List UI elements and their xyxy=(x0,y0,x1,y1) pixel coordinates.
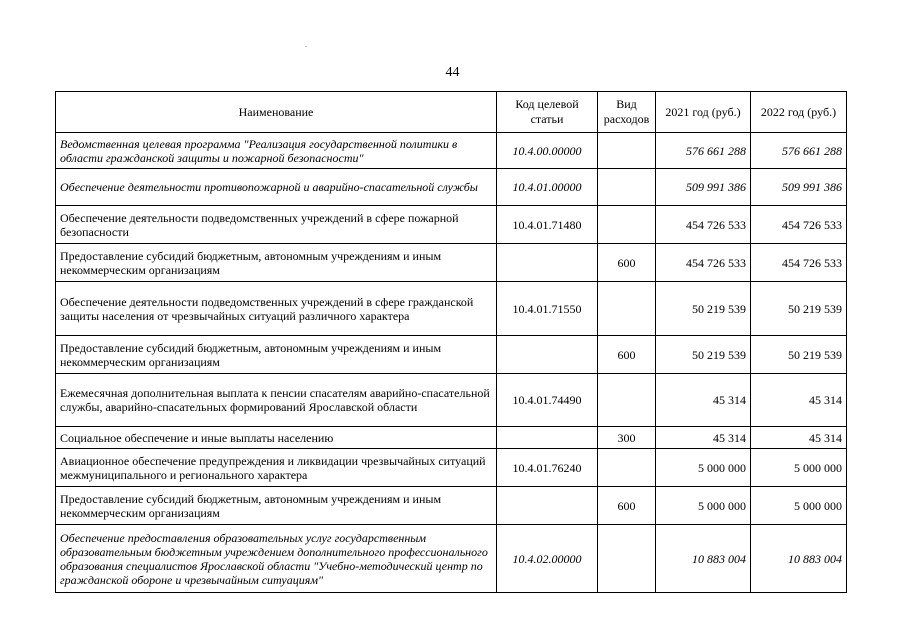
row-amount-2021: 454 726 533 xyxy=(656,244,751,282)
row-expense-type: 300 xyxy=(598,427,656,449)
row-expense-type: 600 xyxy=(598,487,656,525)
row-name: Предоставление субсидий бюджетным, автономным учреждениям и иным некоммерческим организациям xyxy=(56,244,497,282)
row-amount-2022: 50 219 539 xyxy=(751,336,847,374)
row-amount-2022: 5 000 000 xyxy=(751,487,847,525)
header-expense-type: Вид расходов xyxy=(598,92,656,133)
row-expense-type xyxy=(598,449,656,487)
row-amount-2021: 5 000 000 xyxy=(656,487,751,525)
row-amount-2022: 5 000 000 xyxy=(751,449,847,487)
row-name: Авиационное обеспечение предупреждения и ликвидации чрезвычайных ситуаций межмуниципального и регионального характера xyxy=(56,449,497,487)
row-expense-type: 600 xyxy=(598,336,656,374)
row-name: Ведомственная целевая программа "Реализация государственной политики в области гражданской защиты и пожарной безопасности" xyxy=(56,133,497,169)
row-code: 10.4.01.71480 xyxy=(497,206,598,244)
row-amount-2022: 454 726 533 xyxy=(751,206,847,244)
row-expense-type: 600 xyxy=(598,244,656,282)
row-code xyxy=(497,487,598,525)
row-code: 10.4.01.74490 xyxy=(497,374,598,427)
table-row xyxy=(56,427,847,449)
header-name: Наименование xyxy=(56,92,497,133)
table-row xyxy=(56,169,847,206)
row-name: Предоставление субсидий бюджетным, автономным учреждениям и иным некоммерческим организациям xyxy=(56,336,497,374)
row-name: Социальное обеспечение и иные выплаты населению xyxy=(56,427,497,449)
row-name: Обеспечение деятельности подведомственных учреждений в сфере пожарной безопасности xyxy=(56,206,497,244)
row-amount-2021: 454 726 533 xyxy=(656,206,751,244)
row-expense-type xyxy=(598,169,656,206)
row-code: 10.4.01.76240 xyxy=(497,449,598,487)
row-amount-2021: 45 314 xyxy=(656,374,751,427)
scan-mark xyxy=(305,46,307,47)
table-row xyxy=(56,206,847,244)
page-number: 44 xyxy=(445,65,460,80)
header-code: Код целевой статьи xyxy=(497,92,598,133)
row-name: Обеспечение деятельности противопожарной и аварийно-спасательной службы xyxy=(56,169,497,206)
table-row xyxy=(56,133,847,169)
row-amount-2022: 50 219 539 xyxy=(751,282,847,336)
row-amount-2021: 45 314 xyxy=(656,427,751,449)
table-row xyxy=(56,487,847,525)
row-amount-2021: 50 219 539 xyxy=(656,282,751,336)
row-amount-2022: 45 314 xyxy=(751,427,847,449)
table-row xyxy=(56,449,847,487)
row-amount-2021: 576 661 288 xyxy=(656,133,751,169)
table-row xyxy=(56,282,847,336)
row-amount-2022: 454 726 533 xyxy=(751,244,847,282)
header-2021: 2021 год (руб.) xyxy=(656,92,751,133)
row-name: Обеспечение деятельности подведомственных учреждений в сфере гражданской защиты населения от чрезвычайных ситуаций различного характера xyxy=(56,282,497,336)
row-amount-2022: 576 661 288 xyxy=(751,133,847,169)
row-code xyxy=(497,244,598,282)
row-name: Ежемесячная дополнительная выплата к пенсии спасателям аварийно-спасательной службы, аварийно-спасательных формирований Ярославской области xyxy=(56,374,497,427)
row-amount-2022: 45 314 xyxy=(751,374,847,427)
row-code xyxy=(497,427,598,449)
budget-table xyxy=(55,91,847,593)
row-expense-type xyxy=(598,374,656,427)
row-name: Обеспечение предоставления образовательных услуг государственным образовательным бюджетным учреждением дополнительного профессионального образования специалистов Ярославской области "Учебно-методический центр по гражданской обороне и чрезвычайным ситуациям" xyxy=(56,525,497,593)
table-row xyxy=(56,525,847,593)
row-name: Предоставление субсидий бюджетным, автономным учреждениям и иным некоммерческим организациям xyxy=(56,487,497,525)
row-amount-2021: 509 991 386 xyxy=(656,169,751,206)
row-amount-2022: 509 991 386 xyxy=(751,169,847,206)
row-code: 10.4.01.00000 xyxy=(497,169,598,206)
table-row xyxy=(56,244,847,282)
row-code: 10.4.00.00000 xyxy=(497,133,598,169)
row-code: 10.4.01.71550 xyxy=(497,282,598,336)
row-expense-type xyxy=(598,133,656,169)
row-code xyxy=(497,336,598,374)
row-expense-type xyxy=(598,206,656,244)
row-expense-type xyxy=(598,282,656,336)
row-amount-2021: 10 883 004 xyxy=(656,525,751,593)
row-amount-2021: 5 000 000 xyxy=(656,449,751,487)
row-code: 10.4.02.00000 xyxy=(497,525,598,593)
row-amount-2022: 10 883 004 xyxy=(751,525,847,593)
table-row xyxy=(56,374,847,427)
header-2022: 2022 год (руб.) xyxy=(751,92,847,133)
table-row xyxy=(56,336,847,374)
row-amount-2021: 50 219 539 xyxy=(656,336,751,374)
row-expense-type xyxy=(598,525,656,593)
table-header-row xyxy=(56,92,847,133)
